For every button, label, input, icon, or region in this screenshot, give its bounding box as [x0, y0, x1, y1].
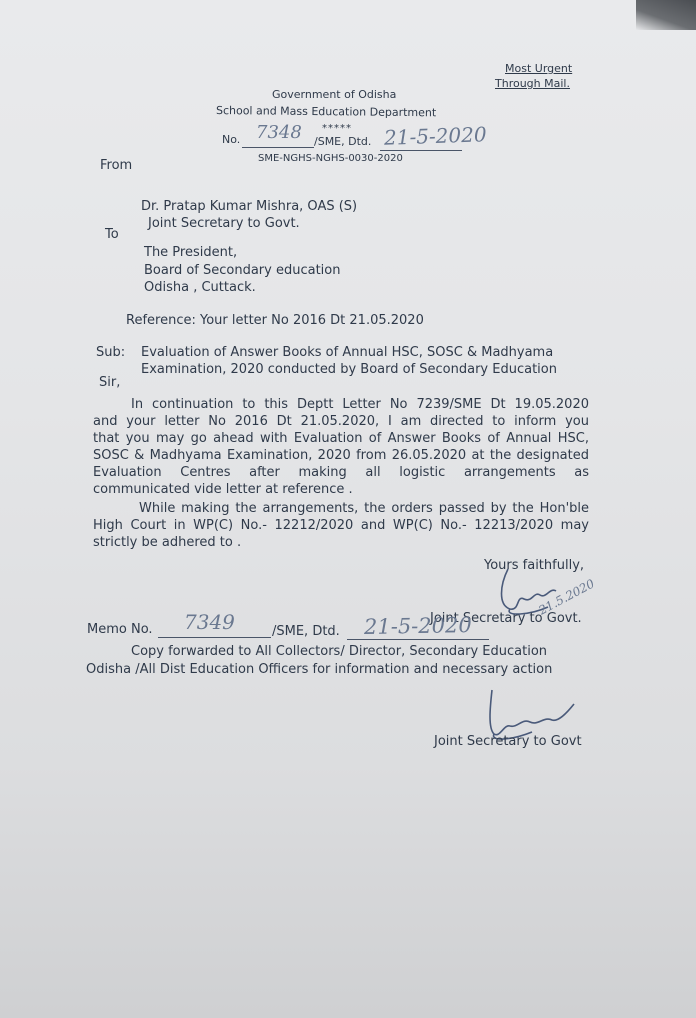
body-line: and your letter No 2016 Dt 21.05.2020, I am directed to inform you	[93, 414, 589, 429]
copy-forwarded-line1: Copy forwarded to All Collectors/ Director, Secondary Education	[131, 644, 548, 659]
handwritten-letter-no: 7348	[256, 122, 302, 143]
subject-label: Sub:	[96, 345, 126, 360]
letter-date-underline	[380, 150, 462, 151]
body-paragraph-1	[93, 396, 589, 498]
letter-no-underline	[242, 147, 314, 148]
closing-yours-faithfully: Yours faithfully,	[484, 558, 585, 573]
file-code: SME-NGHS-NGHS-0030-2020	[258, 153, 403, 164]
body-line: communicated vide letter at reference .	[93, 482, 353, 497]
handwritten-memo-no: 7349	[184, 610, 235, 634]
government-heading: Government of Odisha	[272, 88, 397, 101]
body-line: that you may go ahead with Evaluation of Answer Books of Annual HSC,	[93, 431, 589, 446]
sender-designation: Joint Secretary to Govt.	[148, 216, 300, 231]
copy-forwarded-line2: Odisha /All Dist Education Officers for information and necessary action	[86, 662, 553, 677]
handwritten-memo-date: 21-5-2020	[363, 613, 472, 639]
body-line: High Court in WP(C) No.- 12212/2020 and WP(C) No.- 12213/2020 may	[93, 518, 589, 533]
handwritten-letter-date: 21-5-2020	[383, 122, 487, 150]
memo-date-underline	[347, 639, 489, 640]
subject-line2: Examination, 2020 conducted by Board of Secondary Education	[141, 362, 557, 377]
memo-no-mid: /SME, Dtd.	[272, 624, 340, 639]
body-line: While making the arrangements, the orders passed by the Hon'ble	[139, 501, 589, 516]
memo-no-prefix: Memo No.	[87, 622, 153, 637]
signatory-1-designation: Joint Secretary to Govt.	[430, 611, 582, 626]
body-line: strictly be adhered to .	[93, 535, 242, 550]
recipient-line1: The President,	[144, 245, 238, 260]
department-heading: School and Mass Education Department	[215, 104, 437, 120]
salutation: Sir,	[99, 375, 121, 390]
subject-line1: Evaluation of Answer Books of Annual HSC, SOSC & Madhyama	[141, 345, 554, 360]
letter-no-mid: /SME, Dtd.	[314, 135, 372, 148]
body-line: In continuation to this Deptt Letter No 7239/SME Dt 19.05.2020	[131, 397, 589, 412]
from-label: From	[100, 158, 133, 173]
signature-1-date: 21.5.2020	[536, 576, 597, 618]
sender-name: Dr. Pratap Kumar Mishra, OAS (S)	[141, 199, 358, 214]
background-corner	[636, 0, 696, 30]
body-paragraph-2	[93, 500, 589, 551]
reference-line: Reference: Your letter No 2016 Dt 21.05.2020	[126, 313, 424, 328]
body-line: SOSC & Madhyama Examination, 2020 from 26.05.2020 at the designated	[93, 448, 589, 463]
memo-no-underline	[158, 637, 271, 638]
body-line: Evaluation Centres after making all logistic arrangements as	[93, 465, 589, 480]
through-mail-label: Through Mail.	[495, 77, 570, 90]
most-urgent-label: Most Urgent	[505, 62, 573, 75]
recipient-line2: Board of Secondary education	[144, 263, 341, 278]
to-label: To	[105, 227, 119, 242]
signatory-2-designation: Joint Secretary to Govt	[434, 734, 582, 749]
stars-mark: *****	[322, 123, 352, 134]
letter-no-prefix: No.	[222, 133, 241, 146]
recipient-line3: Odisha , Cuttack.	[144, 280, 256, 295]
